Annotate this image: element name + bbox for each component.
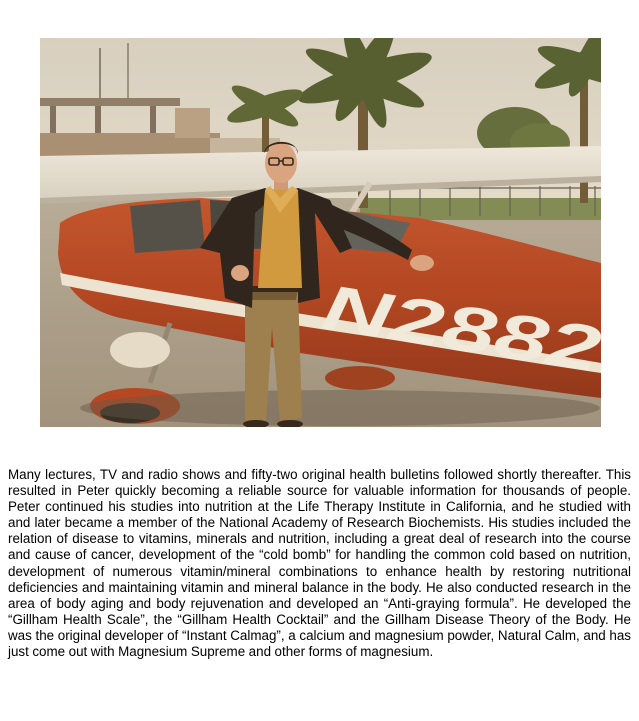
body-paragraph: Many lectures, TV and radio shows and fifty-two original health bulletins followed shortly thereafter. This resulted in Peter quickly becoming a reliable source for valuable information for thousands of people. Peter continued his studies into nutrition at the Life Therapy Institute in California, and he studied with and later became a member of the National Academy of Research Biochemists. His studies included the relation of disease to vitamins, minerals and nutrition, including a great deal of research into the course and cause of cancer, development of the “cold bomb” for handling the common cold based on nutrition, development of numerous vitamin/mineral combinations to enhance health by restoring nutritional deficiencies and maintaining vitamin and mineral balance in the body. He also conducted research in the area of body aging and body rejuvenation and developed an “Anti-graying formula”. He developed the “Gillham Health Scale”, the “Gillham Health Cocktail” and the Gillham Disease Theory of the Body. He was the original developer of “Instant Calmag”, a calcium and magnesium powder, Natural Calm, and has just come out with Magnesium Supreme and other forms of magnesium. xyxy=(8,467,631,660)
airplane-photo-illustration xyxy=(40,38,601,427)
aircraft-registration: N2882 xyxy=(317,270,516,372)
photograph-man-with-airplane xyxy=(40,38,601,427)
